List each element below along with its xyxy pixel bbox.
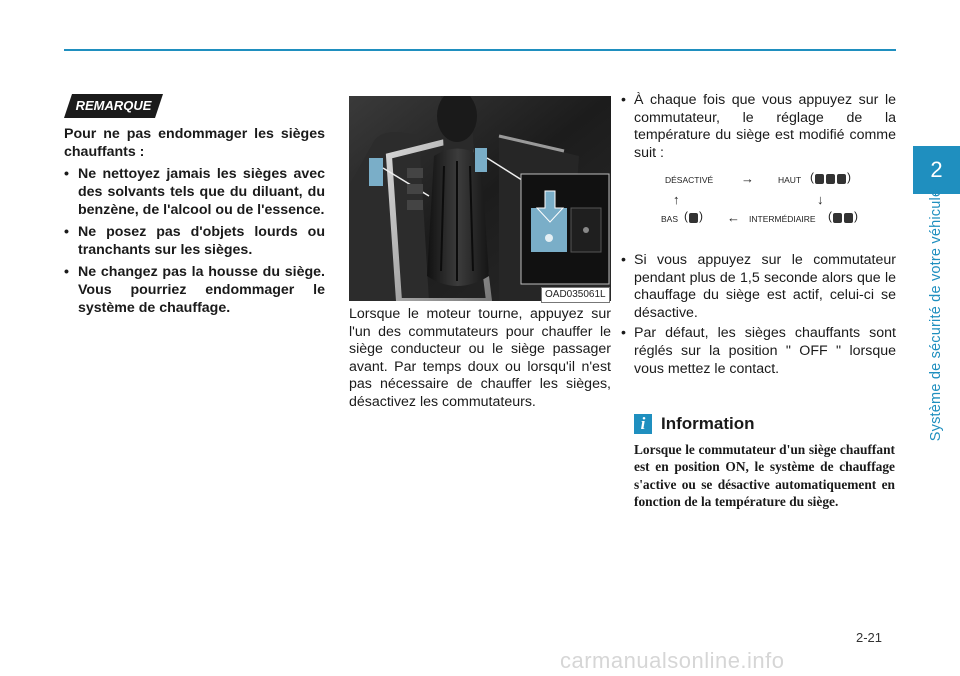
remarque-intro: Pour ne pas endommager les sièges chauffants : (64, 126, 325, 160)
right-bullets-top (621, 92, 896, 162)
arrow-left-icon: ← (727, 210, 740, 225)
remarque-badge (64, 94, 163, 118)
info-icon: i (634, 414, 652, 434)
seat-heater-switch-photo (349, 96, 611, 301)
chapter-side-title: Système de sécurité de votre véhicule (928, 188, 944, 442)
arrow-down-icon: ↓ (817, 192, 824, 207)
remarque-list (64, 165, 325, 317)
cycle-off-label: DÉSACTIVÉ (665, 175, 714, 185)
cycle-medium-label: INTERMÉDIAIRE (749, 214, 816, 224)
right-bullet: • À chaque fois que vous appuyez sur le commutateur, le réglage de la température du siège est modifié comme suit : (621, 92, 896, 162)
remarque-block (64, 125, 325, 321)
page-number: 2-21 (856, 630, 883, 645)
middle-text-block (349, 306, 611, 412)
remarque-item: • Ne posez pas d'objets lourds ou tranchants sur les sièges. (64, 223, 325, 259)
high-indicator-icon: ( ) (810, 170, 851, 184)
watermark: carmanualsonline.info (560, 648, 785, 673)
cycle-low-label: BAS (661, 214, 679, 224)
right-list-bottom (621, 252, 896, 378)
right-bullet: • Si vous appuyez sur le commutateur pendant plus de 1,5 seconde alors que le chauffage du siège est actif, celui-ci se désactive. (621, 252, 896, 322)
top-rule (64, 49, 896, 51)
medium-indicator-icon: ( ) (828, 209, 858, 223)
right-list-top (621, 92, 896, 162)
information-header (634, 413, 894, 435)
information-title: Information (661, 414, 755, 433)
right-bullets-bottom (621, 252, 896, 381)
low-indicator-icon: ( ) (684, 209, 703, 223)
arrow-up-icon: ↑ (673, 192, 680, 207)
console-illustration (349, 96, 611, 301)
remarque-item: • Ne changez pas la housse du siège. Vous pourriez endommager le système de chauffage. (64, 263, 325, 317)
cycle-high-label: HAUT (778, 175, 802, 185)
remarque-item: • Ne nettoyez jamais les sièges avec des solvants tels que du diluant, du benzène, de l'alcool ou de l'essence. (64, 165, 325, 219)
right-bullet: • Par défaut, les sièges chauffants sont réglés sur la position " OFF " lorsque vous mettez le contact. (621, 325, 896, 378)
arrow-right-icon: → (741, 171, 754, 186)
figure-caption: OAD035061L (541, 287, 610, 303)
remarque-badge-label: REMARQUE (75, 98, 152, 113)
information-body: Lorsque le commutateur d'un siège chauffant est en position ON, le système de chauffage s'active ou se désactive automatiquement en fonction de la température du siège. (634, 442, 895, 509)
middle-paragraph: Lorsque le moteur tourne, appuyez sur l'un des commutateurs pour chauffer le siège conducteur ou le siège passager avant. Par temps doux ou lorsqu'il n'est pas nécessaire de chauffer les sièges, désactivez les commutateurs. (349, 306, 611, 410)
chapter-tab: 2 (913, 146, 960, 194)
heating-cycle-diagram (621, 166, 896, 236)
